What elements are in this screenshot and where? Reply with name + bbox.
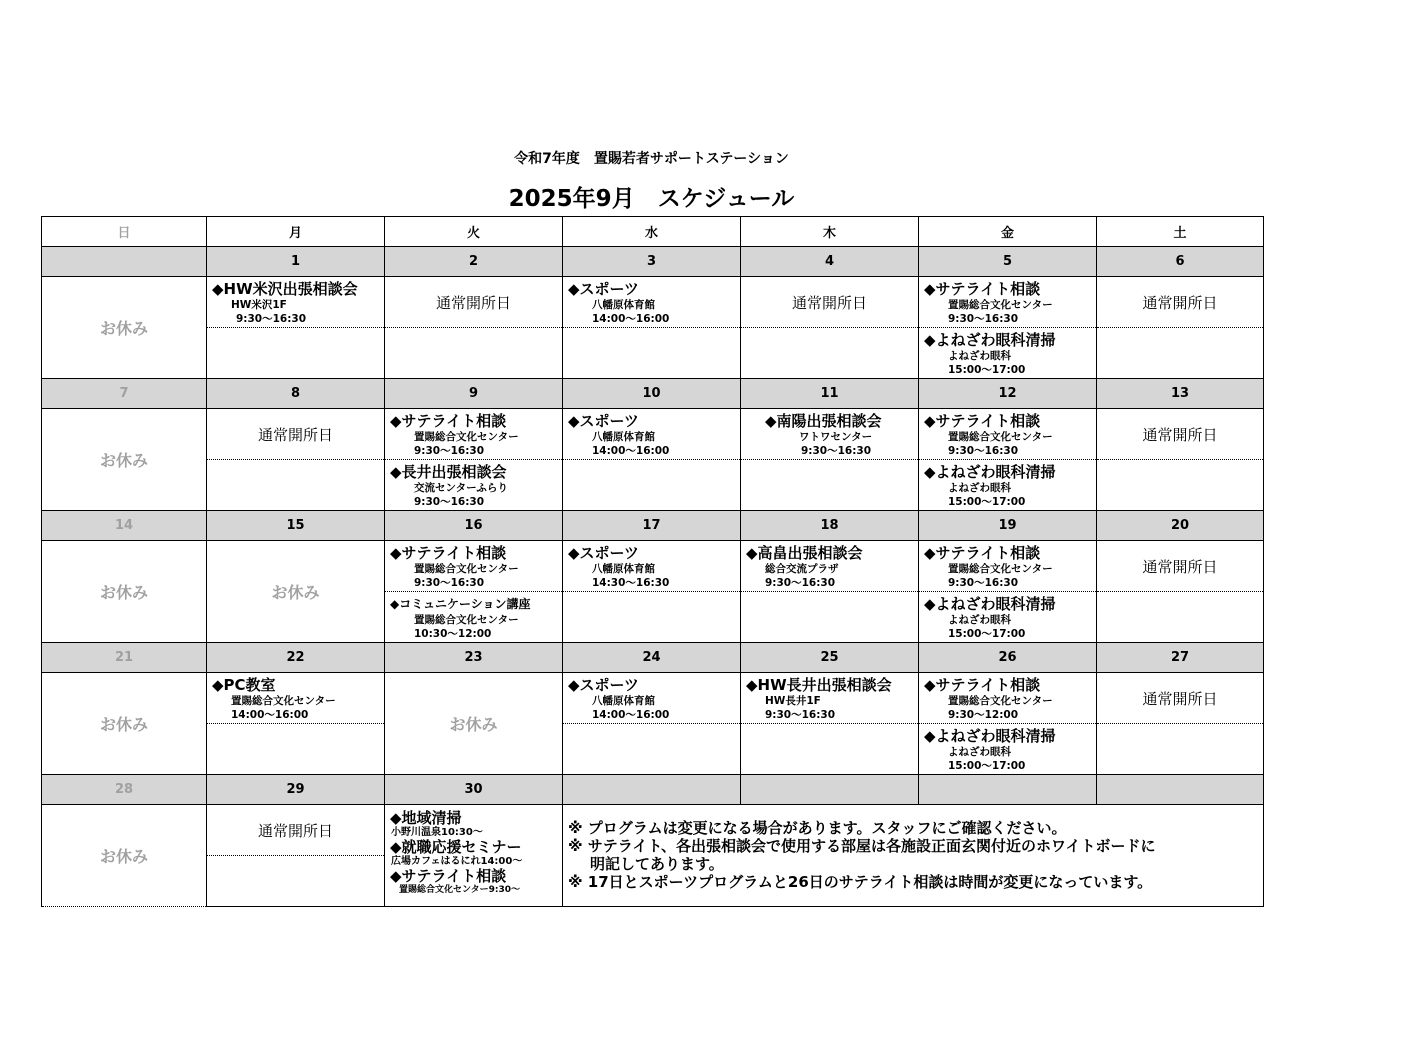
empty-cell (207, 460, 385, 511)
regular-open-day: 通常開所日 (1097, 541, 1264, 592)
event-title: ◆よねざわ眼科清掃 (924, 331, 1056, 349)
event-time: 15:00〜17:00 (948, 628, 1026, 640)
weekday-tue: 火 (385, 217, 563, 247)
date-cell: 9 (385, 379, 563, 409)
event-place: よねざわ眼科 (948, 482, 1011, 494)
empty-cell (1097, 460, 1264, 511)
event-place: 八幡原体育館 (592, 695, 655, 707)
empty-cell (563, 592, 741, 643)
event-time: 15:00〜17:00 (948, 364, 1026, 376)
weekday-mon: 月 (207, 217, 385, 247)
event-title: ◆コミュニケーション講座 (390, 597, 531, 611)
event-time: 15:00〜17:00 (948, 760, 1026, 772)
note-line: 明記してあります。 (590, 855, 724, 873)
event-cell (919, 541, 1097, 592)
event-title: ◆HW米沢出張相談会 (212, 280, 358, 298)
event-title: ◆サテライト相談 (924, 544, 1041, 562)
event-place: 総合交流プラザ (765, 563, 839, 575)
event-title: ◆よねざわ眼科清掃 (924, 595, 1056, 613)
date-cell: 25 (741, 643, 919, 673)
date-row (42, 775, 1264, 805)
event-cell (919, 409, 1097, 460)
empty-cell (741, 592, 919, 643)
event-cell-day30 (385, 805, 563, 907)
empty-cell (741, 460, 919, 511)
event-place: 置賜総合文化センター (414, 563, 519, 575)
note-line: ※ 17日とスポーツプログラムと26日のサテライト相談は時間が変更になっています。 (568, 873, 1153, 891)
closed-day: お休み (42, 673, 207, 775)
weekday-thu: 木 (741, 217, 919, 247)
event-detail: 広場カフェはるにれ14:00〜 (391, 856, 523, 867)
event-title: ◆サテライト相談 (924, 412, 1041, 430)
date-cell (1097, 775, 1264, 805)
regular-open-day: 通常開所日 (1097, 277, 1264, 328)
event-cell (385, 592, 563, 643)
event-time: 9:30〜16:30 (948, 313, 1019, 325)
event-cell (563, 277, 741, 328)
event-title: ◆HW長井出張相談会 (746, 676, 892, 694)
date-cell: 17 (563, 511, 741, 541)
event-title: ◆高畠出張相談会 (746, 544, 863, 562)
event-cell (563, 541, 741, 592)
date-cell: 30 (385, 775, 563, 805)
event-time: 9:30〜16:30 (948, 577, 1019, 589)
date-row (42, 643, 1264, 673)
date-cell: 22 (207, 643, 385, 673)
closed-day: お休み (42, 805, 207, 907)
date-cell: 2 (385, 247, 563, 277)
empty-cell (1097, 592, 1264, 643)
date-cell: 4 (741, 247, 919, 277)
event-cell (563, 673, 741, 724)
date-cell: 21 (42, 643, 207, 673)
date-cell: 26 (919, 643, 1097, 673)
date-row (42, 379, 1264, 409)
closed-day: お休み (42, 277, 207, 379)
weekday-fri: 金 (919, 217, 1097, 247)
empty-cell (207, 328, 385, 379)
empty-cell (207, 724, 385, 775)
event-time: 15:00〜17:00 (948, 496, 1026, 508)
event-title: ◆スポーツ (568, 544, 639, 562)
event-place: 八幡原体育館 (592, 431, 655, 443)
event-time: 9:30〜16:30 (414, 577, 485, 589)
regular-open-day: 通常開所日 (1097, 409, 1264, 460)
event-cell (741, 409, 919, 460)
date-cell: 1 (207, 247, 385, 277)
event-place: よねざわ眼科 (948, 746, 1011, 758)
event-title: ◆スポーツ (568, 676, 639, 694)
event-title: ◆スポーツ (568, 280, 639, 298)
regular-open-day: 通常開所日 (1097, 673, 1264, 724)
regular-open-day: 通常開所日 (741, 277, 919, 328)
event-place: ワトワセンター (799, 431, 873, 443)
event-title: ◆よねざわ眼科清掃 (924, 463, 1056, 481)
date-cell: 11 (741, 379, 919, 409)
event-time: 14:30〜16:30 (592, 577, 670, 589)
closed-day: お休み (207, 541, 385, 643)
event-title: ◆サテライト相談 (390, 544, 507, 562)
event-title: ◆よねざわ眼科清掃 (924, 727, 1056, 745)
date-cell (42, 247, 207, 277)
weekday-header-row (42, 217, 1264, 247)
note-line: ※ プログラムは変更になる場合があります。スタッフにご確認ください。 (568, 819, 1067, 837)
event-place: 置賜総合文化センター (231, 695, 336, 707)
event-cell (741, 541, 919, 592)
closed-day: お休み (385, 673, 563, 775)
event-place: 八幡原体育館 (592, 299, 655, 311)
date-cell: 12 (919, 379, 1097, 409)
weekday-sun: 日 (42, 217, 207, 247)
event-title: ◆サテライト相談 (390, 867, 507, 885)
event-place: 置賜総合文化センター (948, 299, 1053, 311)
regular-open-day: 通常開所日 (385, 277, 563, 328)
empty-cell (741, 724, 919, 775)
date-cell: 8 (207, 379, 385, 409)
date-cell: 19 (919, 511, 1097, 541)
event-time: 9:30〜16:30 (236, 313, 307, 325)
date-cell: 28 (42, 775, 207, 805)
event-place: 置賜総合文化センター (414, 431, 519, 443)
note-line: ※ サテライト、各出張相談会で使用する部屋は各施設正面玄関付近のホワイトボードに (568, 837, 1156, 855)
event-time: 14:00〜16:00 (592, 445, 670, 457)
event-time: 9:30〜16:30 (414, 496, 485, 508)
event-time: 9:30〜16:30 (765, 577, 836, 589)
empty-cell (385, 328, 563, 379)
event-cell (919, 592, 1097, 643)
event-place: HW長井1F (765, 695, 821, 707)
date-row (42, 247, 1264, 277)
event-time: 14:00〜16:00 (231, 709, 309, 721)
date-cell: 7 (42, 379, 207, 409)
regular-open-day: 通常開所日 (207, 805, 385, 856)
event-cell (207, 673, 385, 724)
date-cell: 18 (741, 511, 919, 541)
event-time: 9:30〜16:30 (801, 445, 872, 457)
date-cell: 27 (1097, 643, 1264, 673)
event-cell (741, 673, 919, 724)
empty-cell (1097, 724, 1264, 775)
event-place: 置賜総合文化センター (948, 563, 1053, 575)
event-place: 交流センターふらり (414, 482, 508, 494)
event-cell (919, 277, 1097, 328)
event-time: 14:00〜16:00 (592, 709, 670, 721)
date-cell: 24 (563, 643, 741, 673)
event-place: よねざわ眼科 (948, 350, 1011, 362)
date-cell: 16 (385, 511, 563, 541)
event-cell (919, 460, 1097, 511)
event-time: 10:30〜12:00 (414, 628, 492, 640)
empty-cell (741, 328, 919, 379)
date-row (42, 511, 1264, 541)
event-time: 9:30〜16:30 (765, 709, 836, 721)
empty-cell (563, 724, 741, 775)
empty-cell (1097, 328, 1264, 379)
date-cell: 6 (1097, 247, 1264, 277)
schedule-calendar (41, 216, 1264, 907)
date-cell: 23 (385, 643, 563, 673)
event-place: 置賜総合文化センター (948, 695, 1053, 707)
event-time: 9:30〜16:30 (414, 445, 485, 457)
weekday-sat: 土 (1097, 217, 1264, 247)
date-cell: 14 (42, 511, 207, 541)
date-cell (741, 775, 919, 805)
regular-open-day: 通常開所日 (207, 409, 385, 460)
event-cell (385, 541, 563, 592)
event-cell (919, 328, 1097, 379)
event-place: HW米沢1F (231, 299, 287, 311)
event-title: ◆サテライト相談 (924, 280, 1041, 298)
date-cell: 5 (919, 247, 1097, 277)
event-cell (563, 409, 741, 460)
date-cell: 10 (563, 379, 741, 409)
event-time: 14:00〜16:00 (592, 313, 670, 325)
notes-cell (563, 805, 1264, 907)
date-cell (563, 775, 741, 805)
date-cell: 15 (207, 511, 385, 541)
weekday-wed: 水 (563, 217, 741, 247)
event-time: 9:30〜12:00 (948, 709, 1019, 721)
event-place: 置賜総合文化センター (414, 614, 519, 626)
event-cell (919, 673, 1097, 724)
date-cell: 3 (563, 247, 741, 277)
date-cell: 13 (1097, 379, 1264, 409)
page-subtitle: 令和7年度 置賜若者サポートステーション (514, 151, 789, 167)
closed-day: お休み (42, 541, 207, 643)
event-title: ◆地域清掃 (390, 809, 462, 827)
event-cell (385, 409, 563, 460)
event-place: 置賜総合文化センター (948, 431, 1053, 443)
event-cell (385, 460, 563, 511)
date-cell (919, 775, 1097, 805)
empty-cell (207, 856, 385, 907)
empty-cell (563, 328, 741, 379)
event-title: ◆南陽出張相談会 (765, 412, 882, 430)
event-title: ◆サテライト相談 (924, 676, 1041, 694)
empty-cell (563, 460, 741, 511)
page-title: 2025年9月 スケジュール (508, 186, 795, 212)
date-cell: 29 (207, 775, 385, 805)
date-cell: 20 (1097, 511, 1264, 541)
event-cell (919, 724, 1097, 775)
event-title: ◆PC教室 (212, 676, 276, 694)
event-title: ◆スポーツ (568, 412, 639, 430)
event-place: よねざわ眼科 (948, 614, 1011, 626)
event-time: 9:30〜16:30 (948, 445, 1019, 457)
event-cell (207, 277, 385, 328)
event-title: ◆サテライト相談 (390, 412, 507, 430)
event-place: 八幡原体育館 (592, 563, 655, 575)
event-detail: 置賜総合文化センター9:30〜 (399, 885, 521, 895)
event-title: ◆就職応援セミナー (390, 838, 522, 856)
closed-day: お休み (42, 409, 207, 511)
event-title: ◆長井出張相談会 (390, 463, 507, 481)
event-detail: 小野川温泉10:30〜 (391, 827, 483, 838)
